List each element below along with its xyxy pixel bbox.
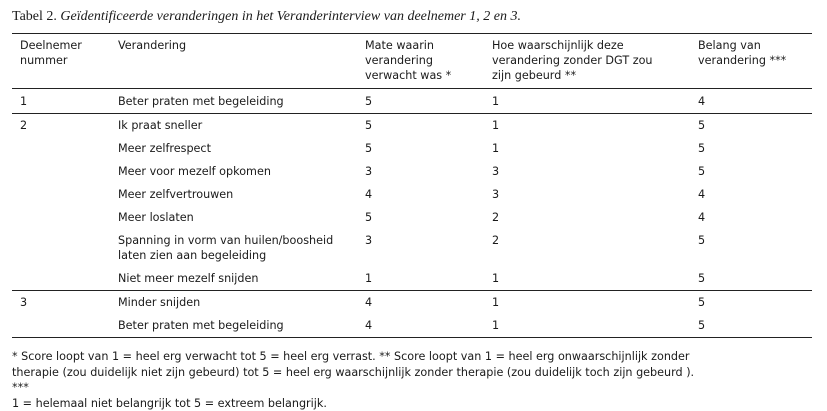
header-expected-line: verwacht was * (365, 69, 452, 82)
cell-change (110, 229, 357, 267)
changes-table (12, 33, 812, 338)
caption-title: Geïdentificeerde veranderingen in het Veranderinterview van deelnemer 1, 2 en 3. (60, 9, 521, 24)
cell-expected: 1 (365, 272, 373, 285)
cell-expected: 3 (365, 234, 373, 247)
cell-change: Minder snijden (110, 291, 357, 315)
cell-participant (12, 183, 110, 206)
table-row (12, 183, 812, 206)
header-change (110, 34, 357, 89)
cell-likelihood: 1 (484, 114, 690, 138)
cell-participant (12, 267, 110, 291)
header-expected-line: verandering (365, 54, 433, 67)
header-participant (12, 34, 110, 89)
cell-importance: 4 (698, 211, 706, 224)
table-row (12, 229, 812, 267)
cell-likelihood: 3 (492, 165, 500, 178)
cell-importance: 5 (698, 165, 706, 178)
cell-likelihood: 1 (492, 272, 500, 285)
footnote-line: 1 = helemaal niet belangrijk tot 5 = extreem belangrijk. (12, 396, 327, 410)
cell-participant (12, 206, 110, 229)
cell-participant: 3 (12, 291, 110, 315)
table-caption (12, 9, 521, 25)
header-importance-line: verandering *** (698, 54, 787, 67)
footnote-line: therapie (zou duidelijk niet zijn gebeurd) tot 5 = heel erg waarschijnlijk zonder therapie (zou duidelijk toch zijn gebeurd ). *** (12, 365, 695, 394)
table-row (12, 206, 812, 229)
cell-change-line: laten zien aan begeleiding (118, 249, 267, 262)
header-participant-line: nummer (20, 54, 68, 67)
cell-importance: 5 (698, 234, 706, 247)
cell-change: Niet meer mezelf snijden (118, 272, 259, 285)
cell-participant: 2 (12, 114, 110, 138)
cell-importance: 5 (690, 291, 812, 315)
table-row (12, 291, 812, 315)
cell-likelihood: 1 (484, 314, 690, 338)
cell-expected: 5 (365, 95, 373, 108)
header-likelihood-line: Hoe waarschijnlijk deze (492, 39, 624, 52)
table-row (12, 89, 812, 114)
cell-importance: 5 (698, 142, 706, 155)
cell-importance: 5 (690, 114, 812, 138)
cell-likelihood: 2 (492, 211, 500, 224)
cell-change: Ik praat sneller (110, 114, 357, 138)
cell-importance: 5 (690, 314, 812, 338)
cell-change: Meer zelfvertrouwen (118, 188, 234, 201)
table-header (12, 34, 812, 89)
cell-change: Meer loslaten (118, 211, 194, 224)
cell-expected: 3 (365, 165, 373, 178)
cell-importance: 5 (698, 272, 706, 285)
cell-participant: 1 (20, 95, 28, 108)
table-row (12, 267, 812, 291)
header-row (12, 34, 812, 89)
cell-expected: 5 (365, 211, 373, 224)
table-body (12, 89, 812, 338)
cell-participant (12, 229, 110, 267)
header-likelihood-line: zijn gebeurd ** (492, 69, 577, 82)
cell-expected: 5 (357, 114, 484, 138)
cell-change: Beter praten met begeleiding (110, 314, 357, 338)
cell-participant (12, 137, 110, 160)
footnote-line: * Score loopt van 1 = heel erg verwacht tot 5 = heel erg verrast. ** Score loopt van 1 = heel erg onwaarschijnlijk zonder (12, 350, 690, 363)
table-footnote (12, 349, 702, 411)
table-row (12, 160, 812, 183)
header-participant-line: Deelnemer (20, 39, 82, 52)
cell-likelihood: 1 (492, 95, 500, 108)
header-likelihood (484, 34, 690, 89)
table-row (12, 137, 812, 160)
cell-likelihood: 1 (492, 142, 500, 155)
cell-participant (12, 160, 110, 183)
cell-importance: 4 (698, 95, 706, 108)
header-expected (357, 34, 484, 89)
header-likelihood-line: verandering zonder DGT zou (492, 54, 653, 67)
header-change-line: Verandering (118, 39, 187, 52)
caption-label: Tabel 2. (12, 9, 57, 24)
cell-change-line: Spanning in vorm van huilen/boosheid (118, 234, 334, 247)
cell-change: Meer voor mezelf opkomen (118, 165, 271, 178)
cell-participant (12, 314, 110, 338)
cell-expected: 4 (357, 314, 484, 338)
header-expected-line: Mate waarin (365, 39, 434, 52)
cell-change: Meer zelfrespect (118, 142, 211, 155)
cell-likelihood: 3 (492, 188, 500, 201)
cell-likelihood: 2 (492, 234, 500, 247)
cell-change: Beter praten met begeleiding (118, 95, 284, 108)
cell-likelihood: 1 (484, 291, 690, 315)
cell-expected: 4 (357, 291, 484, 315)
cell-importance: 4 (698, 188, 706, 201)
header-importance (690, 34, 812, 89)
cell-expected: 5 (365, 142, 373, 155)
table-row (12, 114, 812, 138)
header-importance-line: Belang van (698, 39, 761, 52)
table-row (12, 314, 812, 338)
cell-expected: 4 (365, 188, 373, 201)
